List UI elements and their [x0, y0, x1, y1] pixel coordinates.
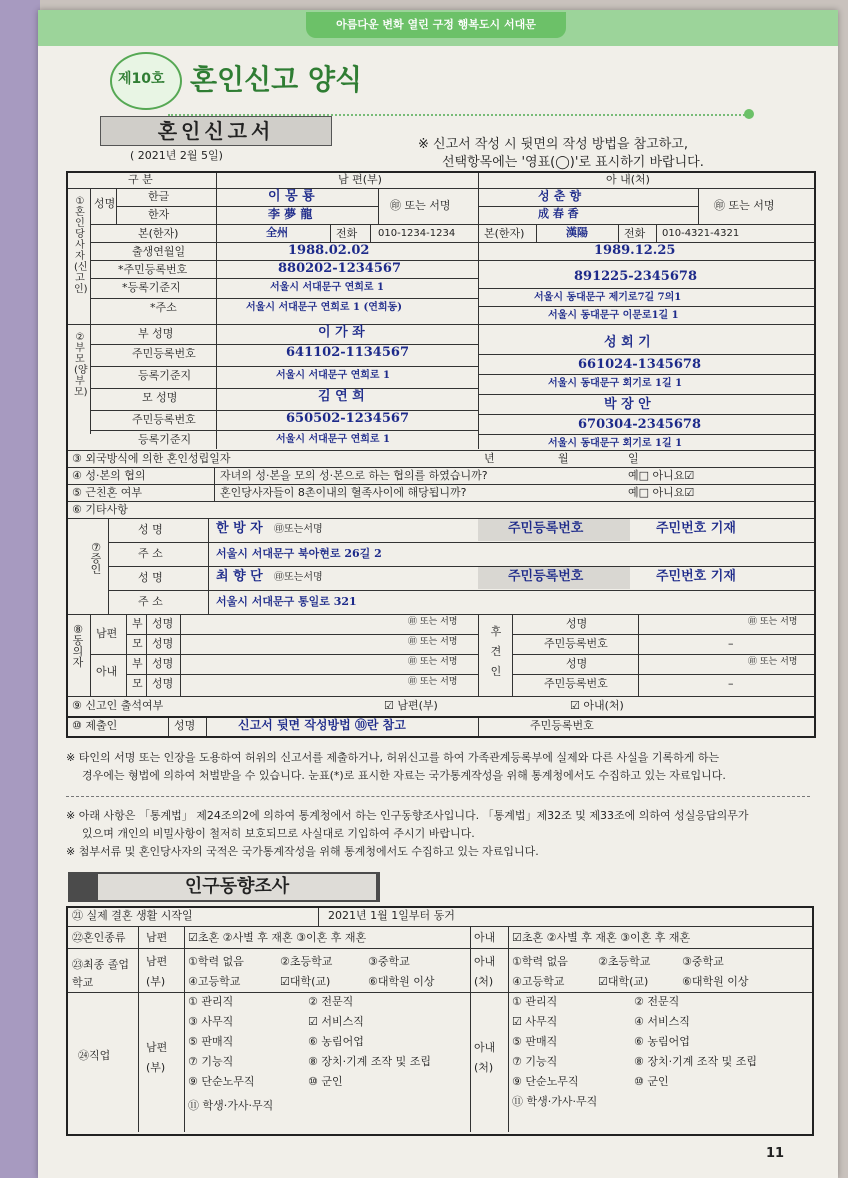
dot-icon [744, 109, 754, 119]
g-sign-2: ㊞ 또는 서명 [748, 657, 798, 667]
form-date: ( 2021년 2월 5일) [130, 149, 223, 162]
section2-label: ②부모(양부모) [74, 332, 88, 398]
husband-mother-rrn: 650502-1234567 [286, 411, 409, 426]
job-h-7: ⑧ 장치·기계 조작 및 조립 [308, 1055, 431, 1068]
husband-bon: 全州 [266, 226, 288, 239]
w2-name: 최 향 단 [216, 569, 263, 584]
notice-2: ※ 아래 사항은 「통계법」 제24조의2에 의하여 통계청에서 하는 인구동향조사입니다. 「통계법」제32조 및 제33조에 의하여 성실응답의무가 [66, 809, 749, 822]
col-section: 구 분 [128, 173, 153, 186]
g-dash-2: – [728, 677, 734, 690]
g-name-1: 성명 [566, 617, 588, 630]
g-dash-1: – [728, 637, 734, 650]
row9-wife: ☑ 아내(처) [570, 699, 624, 712]
consent-h-mother: 모 [132, 637, 143, 650]
w1-sign: ㊞또는서명 [274, 524, 323, 535]
consent-h-father: 부 [132, 617, 143, 630]
husband-rrn: 880202-1234567 [278, 261, 401, 276]
job-w-3: ④ 서비스직 [634, 1015, 690, 1028]
survey-r2-label: ㉒혼인종류 [72, 931, 126, 944]
col-wife: 아 내(처) [606, 173, 650, 186]
wife-birth: 1989.12.25 [594, 243, 676, 258]
consent-w-father: 부 [132, 657, 143, 670]
lbl-mother-name: 모 성명 [142, 391, 178, 404]
notice-1b: 경우에는 형법에 의하여 처벌받을 수 있습니다. 눈표(*)로 표시한 자료는 국가통계작성을 위해 통계청에서도 수집하고 있는 자료입니다. [82, 769, 726, 782]
wife-hanja: 成 春 香 [538, 207, 579, 220]
job-w-4: ⑤ 판매직 [512, 1035, 558, 1048]
husband-hangul: 이 몽 룡 [268, 189, 315, 204]
page-number: 11 [766, 1146, 785, 1161]
lbl-rrn: *주민등록번호 [118, 263, 188, 276]
row3-year: 년 [484, 452, 495, 465]
job-w-9: ⑩ 군인 [634, 1075, 669, 1088]
paper-page [38, 10, 838, 1178]
job-h-0: ① 관리직 [188, 995, 234, 1008]
survey-r3-husband: 남편 [146, 955, 168, 968]
husband-father-name: 이 가 좌 [318, 325, 365, 340]
consent-sign: ㊞ 또는 서명 [408, 677, 458, 687]
survey-r2-w-value: ☑초혼 ②사별 후 재혼 ③이혼 후 재혼 [512, 931, 691, 944]
row9-label: ⑨ 신고인 출석여부 [72, 699, 164, 712]
job-w-8: ⑨ 단순노무직 [512, 1075, 579, 1088]
lbl-father-name: 부 성명 [138, 327, 174, 340]
survey-r1-label: ㉑ 실제 결혼 생활 시작일 [72, 909, 193, 922]
edu-w-4: ☑대학(교) [598, 975, 649, 988]
wife-bon: 漢陽 [566, 226, 588, 239]
lbl-hangul: 한글 [148, 190, 170, 203]
w1-rrn: 주민번호 기재 [656, 521, 736, 536]
edu-h-5: ⑥대학원 이상 [368, 975, 435, 988]
row4-label: ④ 성·본의 협의 [72, 469, 146, 482]
husband-mother-name: 김 연 희 [318, 389, 365, 404]
job-w-10: ⑪ 학생·가사·무직 [512, 1095, 598, 1108]
edu-w-3: ④고등학교 [512, 975, 565, 988]
consent-sign: ㊞ 또는 서명 [408, 657, 458, 667]
consent-name: 성명 [152, 617, 174, 630]
notice-2b: 있으며 개인의 비밀사항이 철저히 보호되므로 사실대로 기입하여 주시기 바랍니다. [82, 827, 475, 840]
row3-label: ③ 외국방식에 의한 혼인성립일자 [72, 452, 231, 465]
col-husband: 남 편(부) [338, 173, 382, 186]
row5-answer: 예□ 아니요☑ [628, 486, 695, 499]
wife-mother-rrn: 670304-2345678 [578, 417, 701, 432]
survey-r3-cheo: (처) [474, 975, 494, 988]
w2-addr: 서울시 서대문구 통일로 321 [216, 595, 357, 608]
wife-mother-name: 박 장 안 [604, 397, 651, 412]
badge-label: 제10호 [118, 71, 165, 87]
row6-label: ⑥ 기타사항 [72, 503, 128, 516]
form-title: 혼인신고서 [100, 116, 332, 146]
survey-r4-cheo: (처) [474, 1061, 494, 1074]
job-h-6: ⑦ 기능직 [188, 1055, 234, 1068]
row3-month: 월 [558, 452, 569, 465]
husband-phone: 010-1234-1234 [378, 228, 456, 239]
wife-father-rrn: 661024-1345678 [578, 357, 701, 372]
lbl-birth: 출생연월일 [132, 245, 186, 258]
g-rrn-2: 주민등록번호 [544, 677, 608, 690]
survey-border [66, 906, 814, 1136]
row5-label: ⑤ 근친혼 여부 [72, 486, 142, 499]
job-h-5: ⑥ 농림어업 [308, 1035, 364, 1048]
row10-rrn-lbl: 주민등록번호 [530, 719, 594, 732]
consent-name: 성명 [152, 637, 174, 650]
wife-hangul: 성 춘 향 [538, 189, 582, 203]
husband-sign: ㊞ 또는 서명 [390, 199, 451, 212]
job-h-1: ② 전문직 [308, 995, 354, 1008]
job-w-0: ① 관리직 [512, 995, 558, 1008]
husband-hanja: 李 夢 龍 [268, 207, 313, 221]
job-h-9: ⑩ 군인 [308, 1075, 343, 1088]
lbl-hanja: 한자 [148, 208, 170, 221]
w1-name-lbl: 성 명 [138, 523, 163, 536]
consent-w-mother: 모 [132, 677, 143, 690]
section1-label: ①혼인당사자(신고인) [74, 196, 88, 295]
edu-h-1: ②초등학교 [280, 955, 333, 968]
w2-sign: ㊞또는서명 [274, 572, 323, 583]
witness-label: ⑦증인 [90, 541, 102, 576]
husband-father-reg: 서울시 서대문구 연희로 1 [276, 370, 391, 381]
wife-father-reg: 서울시 동대문구 회기로 1길 1 [548, 378, 683, 389]
lbl-mother-reg: 등록기준지 [138, 433, 192, 446]
w2-addr-lbl: 주 소 [138, 595, 163, 608]
survey-r3-bu: (부) [146, 975, 166, 988]
w1-name: 한 방 자 [216, 521, 263, 536]
survey-r3-wife: 아내 [474, 955, 496, 968]
background-binder [0, 0, 40, 1178]
job-w-6: ⑦ 기능직 [512, 1055, 558, 1068]
husband-father-rrn: 641102-1134567 [286, 345, 409, 360]
lbl-father-reg: 등록기준지 [138, 369, 192, 382]
job-w-7: ⑧ 장치·기계 조작 및 조립 [634, 1055, 757, 1068]
notice-3: ※ 첨부서류 및 혼인당사자의 국적은 국가통계작성을 위해 통계청에서도 수집하고 있는 자료입니다. [66, 845, 539, 858]
edu-h-3: ④고등학교 [188, 975, 241, 988]
row3-day: 일 [628, 452, 639, 465]
husband-birth: 1988.02.02 [288, 243, 370, 258]
job-w-1: ② 전문직 [634, 995, 680, 1008]
lbl-phone: 전화 [336, 227, 358, 240]
wife-mother-reg: 서울시 동대문구 회기로 1길 1 [548, 438, 683, 449]
husband-mother-reg: 서울시 서대문구 연희로 1 [276, 434, 391, 445]
survey-r2-h-value: ☑초혼 ②사별 후 재혼 ③이혼 후 재혼 [188, 931, 367, 944]
husband-address: 서울시 서대문구 연희로 1 (연희동) [246, 302, 402, 313]
consent-wife: 아내 [96, 665, 118, 678]
edu-w-1: ②초등학교 [598, 955, 651, 968]
lbl-name: 성명 [94, 197, 116, 210]
row10-name-lbl: 성명 [174, 719, 196, 732]
page-heading: 혼인신고 양식 [190, 63, 363, 96]
w1-rrn-lbl: 주민등록번호 [508, 521, 584, 536]
w2-name-lbl: 성 명 [138, 571, 163, 584]
edu-w-0: ①학력 없음 [512, 955, 568, 968]
wife-father-name: 성 회 기 [604, 335, 651, 350]
g-rrn-1: 주민등록번호 [544, 637, 608, 650]
survey-r4-husband: 남편 [146, 1041, 168, 1054]
form-note [418, 136, 704, 172]
w2-rrn-lbl: 주민등록번호 [508, 569, 584, 584]
survey-title: 인구동향조사 [98, 874, 376, 900]
w2-rrn: 주민번호 기재 [656, 569, 736, 584]
form-note-line: 선택항목에는 '영표(◯)'로 표시하기 바랍니다. [442, 155, 704, 170]
g-name-2: 성명 [566, 657, 588, 670]
survey-r2-husband: 남편 [146, 931, 168, 944]
job-w-2: ☑ 사무직 [512, 1015, 558, 1028]
wife-reg-base: 서울시 동대문구 제기로7길 7의1 [534, 292, 682, 303]
banner-text: 아름다운 변화 열린 구정 행복도시 서대문 [306, 12, 566, 38]
lbl-reg-base: *등록기준지 [122, 281, 181, 294]
row10-value: 신고서 뒷면 작성방법 ⑩란 참고 [238, 718, 406, 732]
survey-r3-label: ㉓최종 졸업학교 [72, 958, 130, 989]
lbl-father-rrn: 주민등록번호 [132, 347, 196, 360]
g-sign-1: ㊞ 또는 서명 [748, 617, 798, 627]
guardian-label: 후견인 [490, 625, 502, 678]
edu-w-5: ⑥대학원 이상 [682, 975, 749, 988]
row9-husband: ☑ 남편(부) [384, 699, 438, 712]
wife-address: 서울시 동대문구 이문로1길 1 [548, 310, 679, 321]
lbl-phone-w: 전화 [624, 227, 646, 240]
edu-w-2: ③중학교 [682, 955, 724, 968]
wife-rrn: 891225-2345678 [574, 269, 697, 284]
wife-sign: ㊞ 또는 서명 [714, 199, 775, 212]
lbl-address: *주소 [150, 301, 177, 314]
row4-question: 자녀의 성·본을 모의 성·본으로 하는 협의를 하였습니까? [220, 469, 488, 482]
job-h-3: ☑ 서비스직 [308, 1015, 364, 1028]
w1-addr-lbl: 주 소 [138, 547, 163, 560]
consent-name: 성명 [152, 657, 174, 670]
survey-r4-label: ㉔직업 [78, 1049, 111, 1062]
consent-sign: ㊞ 또는 서명 [408, 617, 458, 627]
consent-sign: ㊞ 또는 서명 [408, 637, 458, 647]
job-h-10: ⑪ 학생·가사·무직 [188, 1099, 274, 1112]
notice-1: ※ 타인의 서명 또는 인장을 도용하여 허위의 신고서를 제출하거나, 허위신고를 하여 가족관계등록부에 실제와 다른 사실을 기록하게 하는 [66, 751, 720, 764]
survey-r4-bu: (부) [146, 1061, 166, 1074]
consent-husband: 남편 [96, 627, 118, 640]
job-w-5: ⑥ 농림어업 [634, 1035, 690, 1048]
lbl-bon: 본(한자) [138, 227, 179, 240]
survey-r1-value: 2021년 1월 1일부터 동거 [328, 909, 455, 922]
edu-h-0: ①학력 없음 [188, 955, 244, 968]
row5-question: 혼인당사자들이 8촌이내의 혈족사이에 해당됩니까? [220, 486, 467, 499]
consent-name: 성명 [152, 677, 174, 690]
form-note-line: ※ 신고서 작성 시 뒷면의 작성 방법을 참고하고, [418, 137, 688, 152]
survey-r2-wife: 아내 [474, 931, 496, 944]
survey-r4-wife: 아내 [474, 1041, 496, 1054]
w1-addr: 서울시 서대문구 북아현로 26길 2 [216, 547, 382, 560]
job-h-8: ⑨ 단순노무직 [188, 1075, 255, 1088]
consent-label: ⑧동의자 [72, 623, 84, 669]
husband-reg-base: 서울시 서대문구 연희로 1 [270, 282, 385, 293]
edu-h-4: ☑대학(교) [280, 975, 331, 988]
job-h-2: ③ 사무직 [188, 1015, 234, 1028]
row4-answer: 예□ 아니요☑ [628, 469, 695, 482]
lbl-mother-rrn: 주민등록번호 [132, 413, 196, 426]
row10-label: ⑩ 제출인 [72, 719, 118, 732]
edu-h-2: ③중학교 [368, 955, 410, 968]
job-h-4: ⑤ 판매직 [188, 1035, 234, 1048]
lbl-bon-w: 본(한자) [484, 227, 525, 240]
wife-phone: 010-4321-4321 [662, 228, 740, 239]
